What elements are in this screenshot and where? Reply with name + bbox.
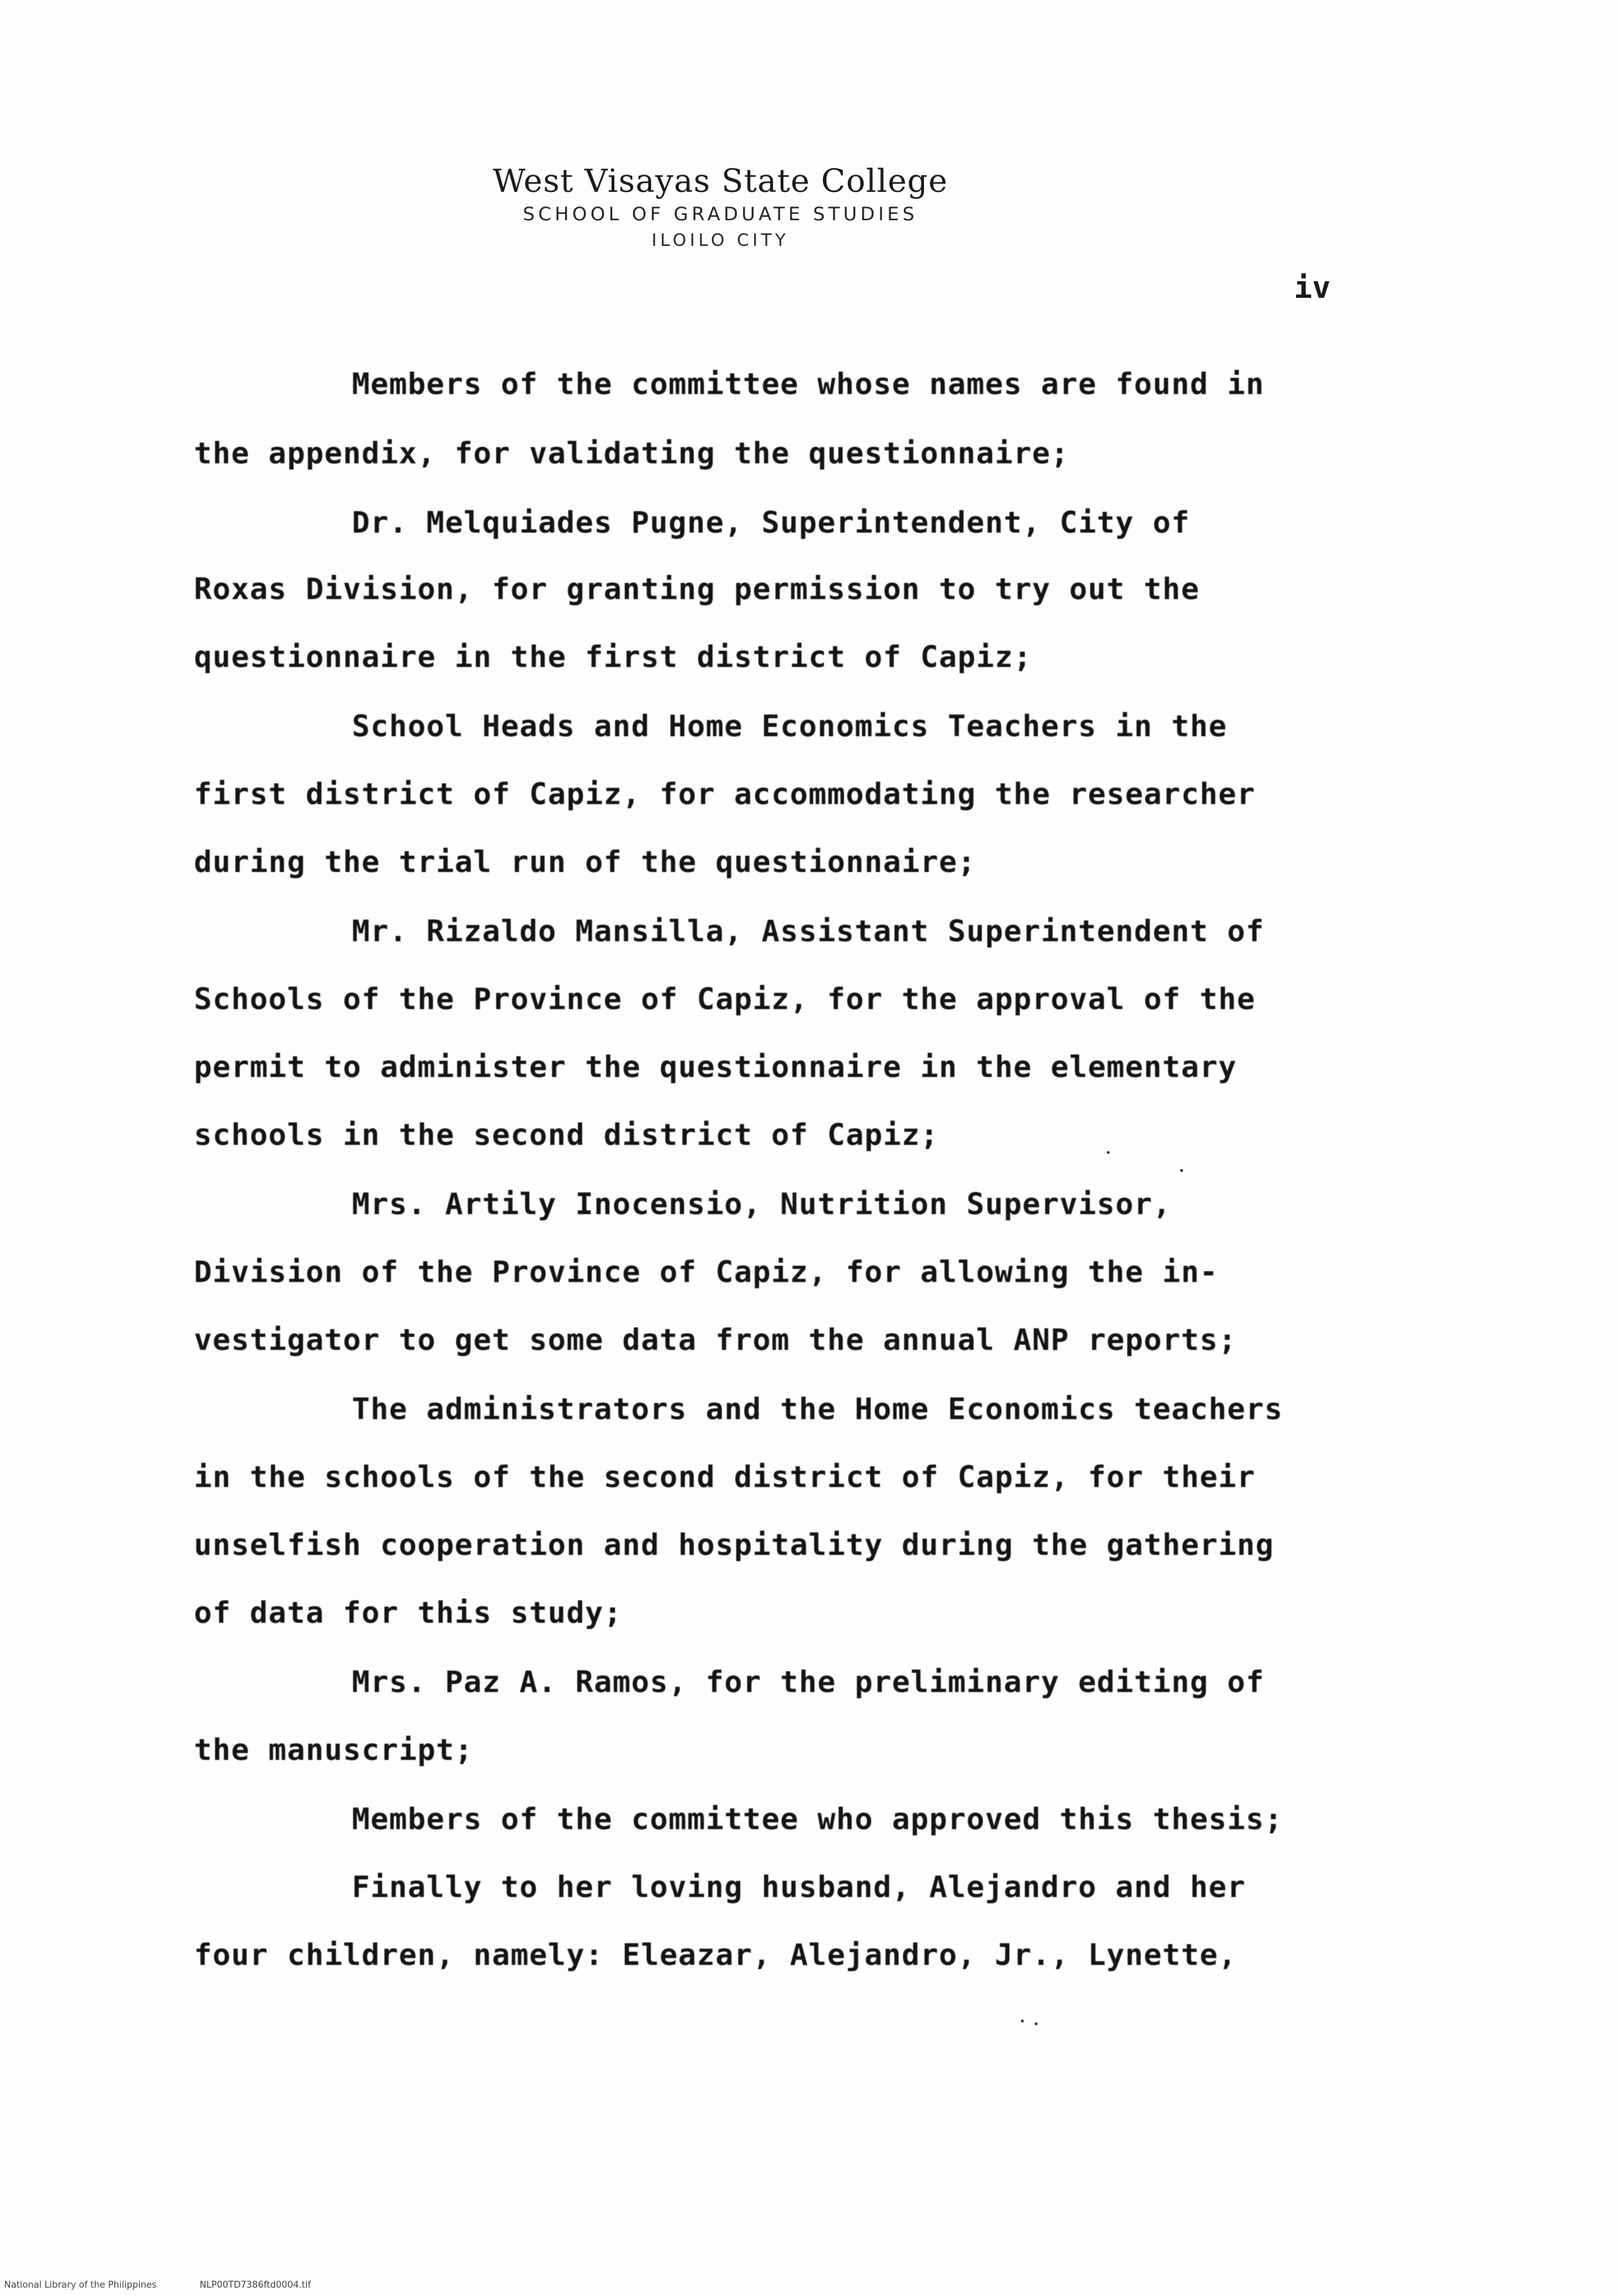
text-line: four children, namely: Eleazar, Alejandro, Jr., Lynette, [194,1938,1237,1973]
text-line: School Heads and Home Economics Teachers in the [352,709,1227,744]
text-line: Mrs. Paz A. Ramos, for the preliminary editing of [352,1665,1265,1700]
text-line: permit to administer the questionnaire in the elementary [194,1050,1237,1085]
text-line: Roxas Division, for granting permission to try out the [194,572,1200,607]
text-line: the appendix, for validating the questionnaire; [194,436,1069,471]
scan-footer [4,2280,351,2290]
text-line: in the schools of the second district of Capiz, for their [194,1460,1256,1495]
text-line: Mrs. Artily Inocensio, Nutrition Supervisor, [352,1187,1172,1222]
text-line: Dr. Melquiades Pugne, Superintendent, City of [352,506,1190,540]
scan-speck [1180,1169,1183,1172]
text-line: Schools of the Province of Capiz, for the approval of the [194,982,1256,1017]
text-line: first district of Capiz, for accommodating the researcher [194,777,1256,812]
text-line: schools in the second district of Capiz; [194,1118,939,1153]
text-line: of data for this study; [194,1596,623,1630]
text-line: the manuscript; [194,1733,474,1768]
text-line: during the trial run of the questionnaire; [194,845,977,880]
text-line: questionnaire in the first district of Capiz; [194,640,1032,675]
letterhead [388,161,1053,252]
city-name: ILOILO CITY [651,230,790,250]
text-line: Finally to her loving husband, Alejandro and her [352,1870,1246,1905]
library-credit: National Library of the Philippines [4,2280,157,2290]
institution-name: West Visayas State College [492,162,948,199]
text-line: vestigator to get some data from the annual ANP reports; [194,1323,1237,1358]
school-name: SCHOOL OF GRADUATE STUDIES [522,204,918,225]
scan-speck [1035,2022,1038,2025]
text-line: Mr. Rizaldo Mansilla, Assistant Superintendent of [352,914,1265,949]
text-line: The administrators and the Home Economics teachers [352,1392,1283,1427]
scan-speck [1021,2020,1024,2022]
file-name: NLP00TD7386ftd0004.tif [199,2280,311,2290]
text-line: Division of the Province of Capiz, for allowing the in- [194,1255,1218,1290]
text-line: Members of the committee whose names are found in [352,367,1265,402]
text-line: unselfish cooperation and hospitality during the gathering [194,1528,1274,1563]
page-number: iv [1294,270,1331,305]
text-line: Members of the committee who approved this thesis; [352,1802,1283,1837]
scan-speck [1107,1151,1110,1154]
